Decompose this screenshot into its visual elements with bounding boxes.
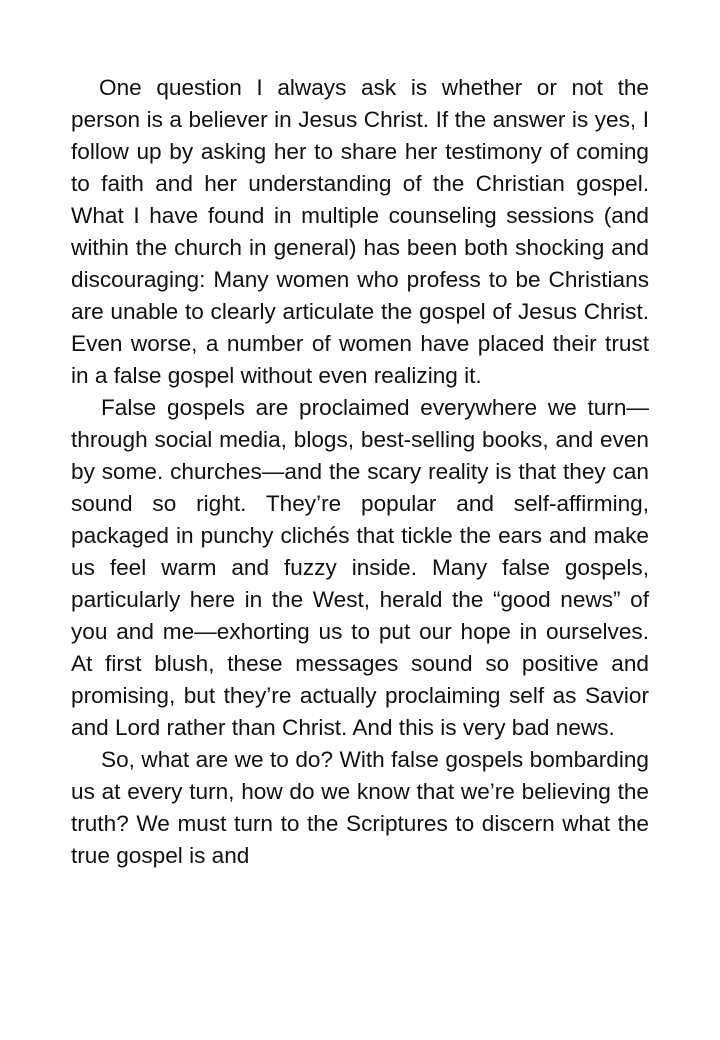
page-text-body (71, 72, 649, 872)
paragraph-false-gospels: False gospels are proclaimed everywhere we turn—through social media, blogs, best-selling books, and even by some. churches—and the scary reality is that they can sound so right. They’re popular and self-affirming, packaged in punchy clichés that tickle the ears and make us feel warm and fuzzy inside. Many false gospels, particularly here in the West, herald the “good news” of you and me—exhorting us to put our hope in ourselves. At first blush, these messages sound so positive and promising, but they’re actually proclaiming self as Savior and Lord rather than Christ. And this is very bad news. (71, 395, 649, 740)
paragraph-what-to-do: So, what are we to do? With false gospels bombarding us at every turn, how do we know that we’re believing the truth? We must turn to the Scriptures to discern what the true gospel is and (71, 747, 649, 868)
paragraph-believer-question: One question I always ask is whether or not the person is a believer in Jesus Christ. If the answer is yes, I follow up by asking her to share her testimony of coming to faith and her understanding of the Christian gospel. What I have found in multiple counseling sessions (and within the church in general) has been both shocking and discouraging: Many women who profess to be Christians are unable to clearly articulate the gospel of Jesus Christ. Even worse, a number of women have placed their trust in a false gospel without even realizing it. (71, 75, 649, 388)
